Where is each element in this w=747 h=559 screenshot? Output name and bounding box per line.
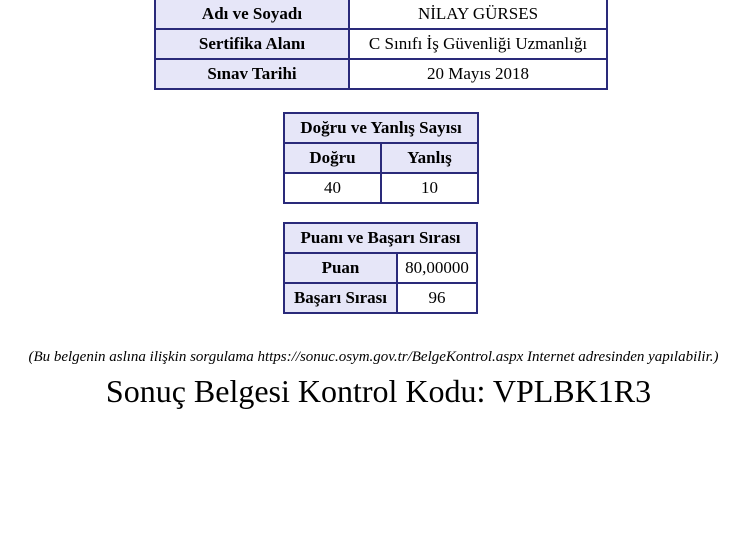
answers-table-title: Doğru ve Yanlış Sayısı	[284, 113, 478, 143]
table-row	[155, 0, 607, 29]
correct-count: 40	[284, 173, 381, 203]
name-value: NİLAY GÜRSES	[349, 0, 607, 29]
control-code: Sonuç Belgesi Kontrol Kodu: VPLBK1R3	[105, 373, 652, 409]
score-label: Puan	[284, 253, 397, 283]
verification-note: (Bu belgenin aslına ilişkin sorgulama https://sonuc.osym.gov.tr/BelgeKontrol.aspx Internet adresinden yapılabilir.)	[28, 349, 719, 365]
candidate-info-table	[154, 0, 608, 90]
table-row	[284, 113, 478, 143]
exam-date-label: Sınav Tarihi	[155, 59, 349, 89]
score-table-title: Puanı ve Başarı Sırası	[284, 223, 477, 253]
table-row	[284, 173, 478, 203]
table-row	[284, 253, 477, 283]
name-label: Adı ve Soyadı	[155, 0, 349, 29]
wrong-header: Yanlış	[381, 143, 478, 173]
rank-value: 96	[397, 283, 477, 313]
table-row	[284, 223, 477, 253]
answers-table	[283, 112, 479, 204]
table-row	[155, 29, 607, 59]
table-row	[284, 143, 478, 173]
certificate-field-value: C Sınıfı İş Güvenliği Uzmanlığı	[349, 29, 607, 59]
exam-date-value: 20 Mayıs 2018	[349, 59, 607, 89]
correct-header: Doğru	[284, 143, 381, 173]
rank-label: Başarı Sırası	[284, 283, 397, 313]
score-value: 80,00000	[397, 253, 477, 283]
certificate-field-label: Sertifika Alanı	[155, 29, 349, 59]
score-table	[283, 222, 478, 314]
table-row	[155, 59, 607, 89]
table-row	[284, 283, 477, 313]
wrong-count: 10	[381, 173, 478, 203]
